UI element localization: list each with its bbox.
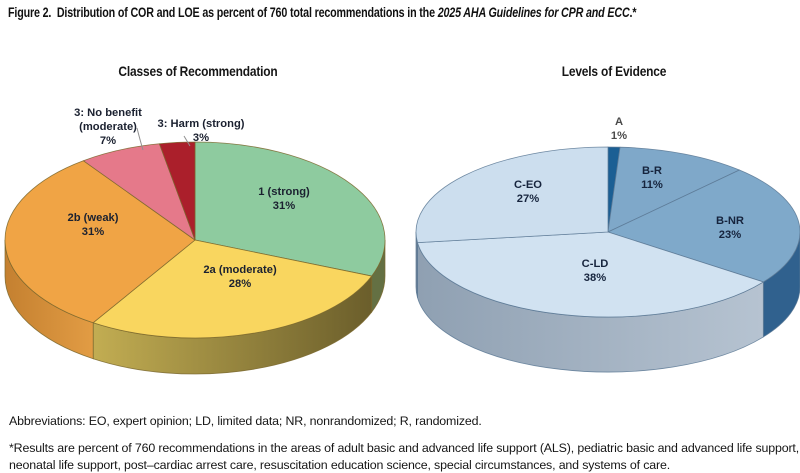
slice-label-b-r: B-R 11% <box>641 165 663 191</box>
slice-label-3-no-benefit-moderate: 3: No benefit (moderate) 7% <box>74 107 142 147</box>
figure-title-prefix: Figure 2. Distribution of COR and LOE as percent of 760 total recommendations in the <box>8 5 438 20</box>
figure-title-suffix: .* <box>629 5 637 20</box>
abbreviations-note: Abbreviations: EO, expert opinion; LD, limited data; NR, nonrandomized; R, randomized. <box>9 414 482 428</box>
loe-pie-chart <box>400 60 800 390</box>
slice-label-3-harm-strong: 3: Harm (strong) 3% <box>157 118 245 144</box>
slice-c-eo <box>416 147 608 243</box>
slice-label-c-eo: C-EO 27% <box>514 179 542 205</box>
slice-label-2b-weak: 2b (weak) 31% <box>67 212 119 238</box>
cor-chart-title: Classes of Recommendation <box>118 64 278 79</box>
slice-label-c-ld: C-LD 38% <box>581 258 609 284</box>
loe-chart-title: Levels of Evidence <box>561 64 667 79</box>
slice-label-1-strong: 1 (strong) 31% <box>258 186 310 212</box>
slice-label-2a-moderate: 2a (moderate) 28% <box>203 264 277 290</box>
cor-pie-chart <box>0 60 400 390</box>
figure-title-italic: 2025 AHA Guidelines for CPR and ECC <box>437 5 630 20</box>
slice-label-b-nr: B-NR 23% <box>716 215 744 241</box>
slice-label-a: A 1% <box>610 116 628 142</box>
results-note: *Results are percent of 760 recommendations in the areas of adult basic and advanced life support (ALS), pediatric basic and advanced life support, neonatal life support, post–cardiac arrest care, resuscitation education science, special circumstances, and systems of care. <box>9 441 800 472</box>
figure-title <box>8 5 636 20</box>
